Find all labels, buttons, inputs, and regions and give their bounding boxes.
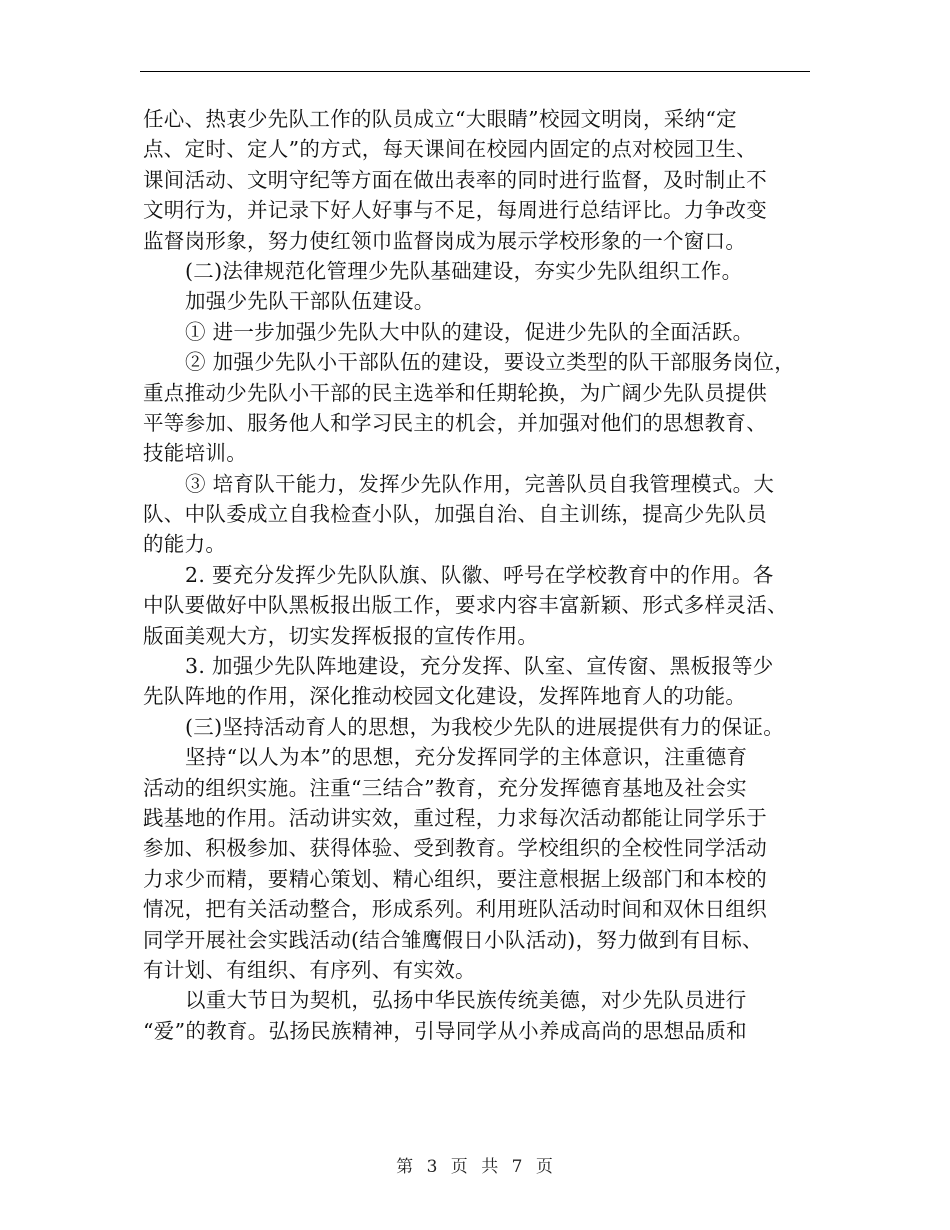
text-line: 技能培训。	[143, 441, 247, 466]
text-line: 3. 加强少先队阵地建设，充分发挥、队室、宣传窗、黑板报等少	[185, 654, 774, 679]
text-line: ③ 培育队干能力，发挥少先队作用，完善队员自我管理模式。大	[185, 471, 775, 496]
text-line: 2. 要充分发挥少先队队旗、队徽、呼号在学校教育中的作用。各	[185, 562, 774, 587]
text-line: 坚持“以人为本”的思想，充分发挥同学的主体意识，注重德育	[185, 745, 748, 770]
text-line: 任心、热衷少先队工作的队员成立“大眼睛”校园文明岗，采纳“定	[143, 107, 737, 131]
text-line: 点、定时、定人”的方式，每天课间在校园内固定的点对校园卫生、	[143, 137, 757, 162]
text-line: ② 加强少先队小干部队伍的建设，要设立类型的队干部服务岗位，	[185, 350, 796, 375]
text-line: 文明行为，并记录下好人好事与不足，每周进行总结评比。力争改变	[143, 198, 767, 223]
footer-current-page: 3	[426, 1157, 439, 1177]
text-line: 监督岗形象，努力使红领巾监督岗成为展示学校形象的一个窗口。	[143, 228, 747, 253]
text-line: 以重大节日为契机，弘扬中华民族传统美德，对少先队员进行	[185, 988, 747, 1013]
text-line: 版面美观大方，切实发挥板报的宣传作用。	[143, 623, 539, 648]
text-line: “爱”的教育。弘扬民族精神，引导同学从小养成高尚的思想品质和	[143, 1018, 747, 1043]
text-line: 同学开展社会实践活动(结合雏鹰假日小队活动)，努力做到有目标、	[143, 927, 763, 952]
body-text	[143, 104, 813, 1046]
text-line: 加强少先队干部队伍建设。	[185, 289, 435, 314]
footer-suffix: 页	[535, 1157, 554, 1177]
header-rule	[140, 71, 810, 72]
text-line: 重点推动少先队小干部的民主选举和任期轮换，为广阔少先队员提供	[143, 380, 767, 405]
footer-page-word: 页	[450, 1157, 469, 1177]
text-line: 力求少而精，要精心策划、精心组织，要注意根据上级部门和本校的	[143, 866, 767, 891]
text-line: 队、中队委成立自我检查小队，加强自治、自主训练，提高少先队员	[143, 502, 767, 527]
footer-prefix: 第	[396, 1157, 415, 1177]
text-line: 践基地的作用。活动讲实效，重过程，力求每次活动都能让同学乐于	[143, 805, 767, 830]
footer-total-word: 共	[481, 1157, 500, 1177]
text-line: 有计划、有组织、有序列、有实效。	[143, 957, 476, 982]
text-line: (三)坚持活动育人的思想，为我校少先队的进展提供有力的保证。	[185, 714, 784, 739]
text-line: 中队要做好中队黑板报出版工作，要求内容丰富新颖、形式多样灵活、	[143, 593, 788, 618]
text-line: 参加、积极参加、获得体验、受到教育。学校组织的全校性同学活动	[143, 836, 767, 861]
footer-total-pages: 7	[511, 1157, 524, 1177]
text-line: 先队阵地的作用，深化推动校园文化建设，发挥阵地育人的功能。	[143, 684, 747, 709]
text-line: (二)法律规范化管理少先队基础建设，夯实少先队组织工作。	[185, 258, 743, 283]
page-footer	[0, 1152, 950, 1177]
text-line: 平等参加、服务他人和学习民主的机会，并加强对他们的思想教育、	[143, 410, 767, 435]
text-line: 的能力。	[143, 532, 227, 557]
text-line: 活动的组织实施。注重“三结合”教育，充分发挥德育基地及社会实	[143, 775, 747, 800]
text-line: 情况，把有关活动整合，形成系列。利用班队活动时间和双休日组织	[143, 897, 767, 922]
text-line: ① 进一步加强少先队大中队的建设，促进少先队的全面活跃。	[185, 319, 754, 344]
text-line: 课间活动、文明守纪等方面在做出表率的同时进行监督，及时制止不	[143, 167, 767, 192]
